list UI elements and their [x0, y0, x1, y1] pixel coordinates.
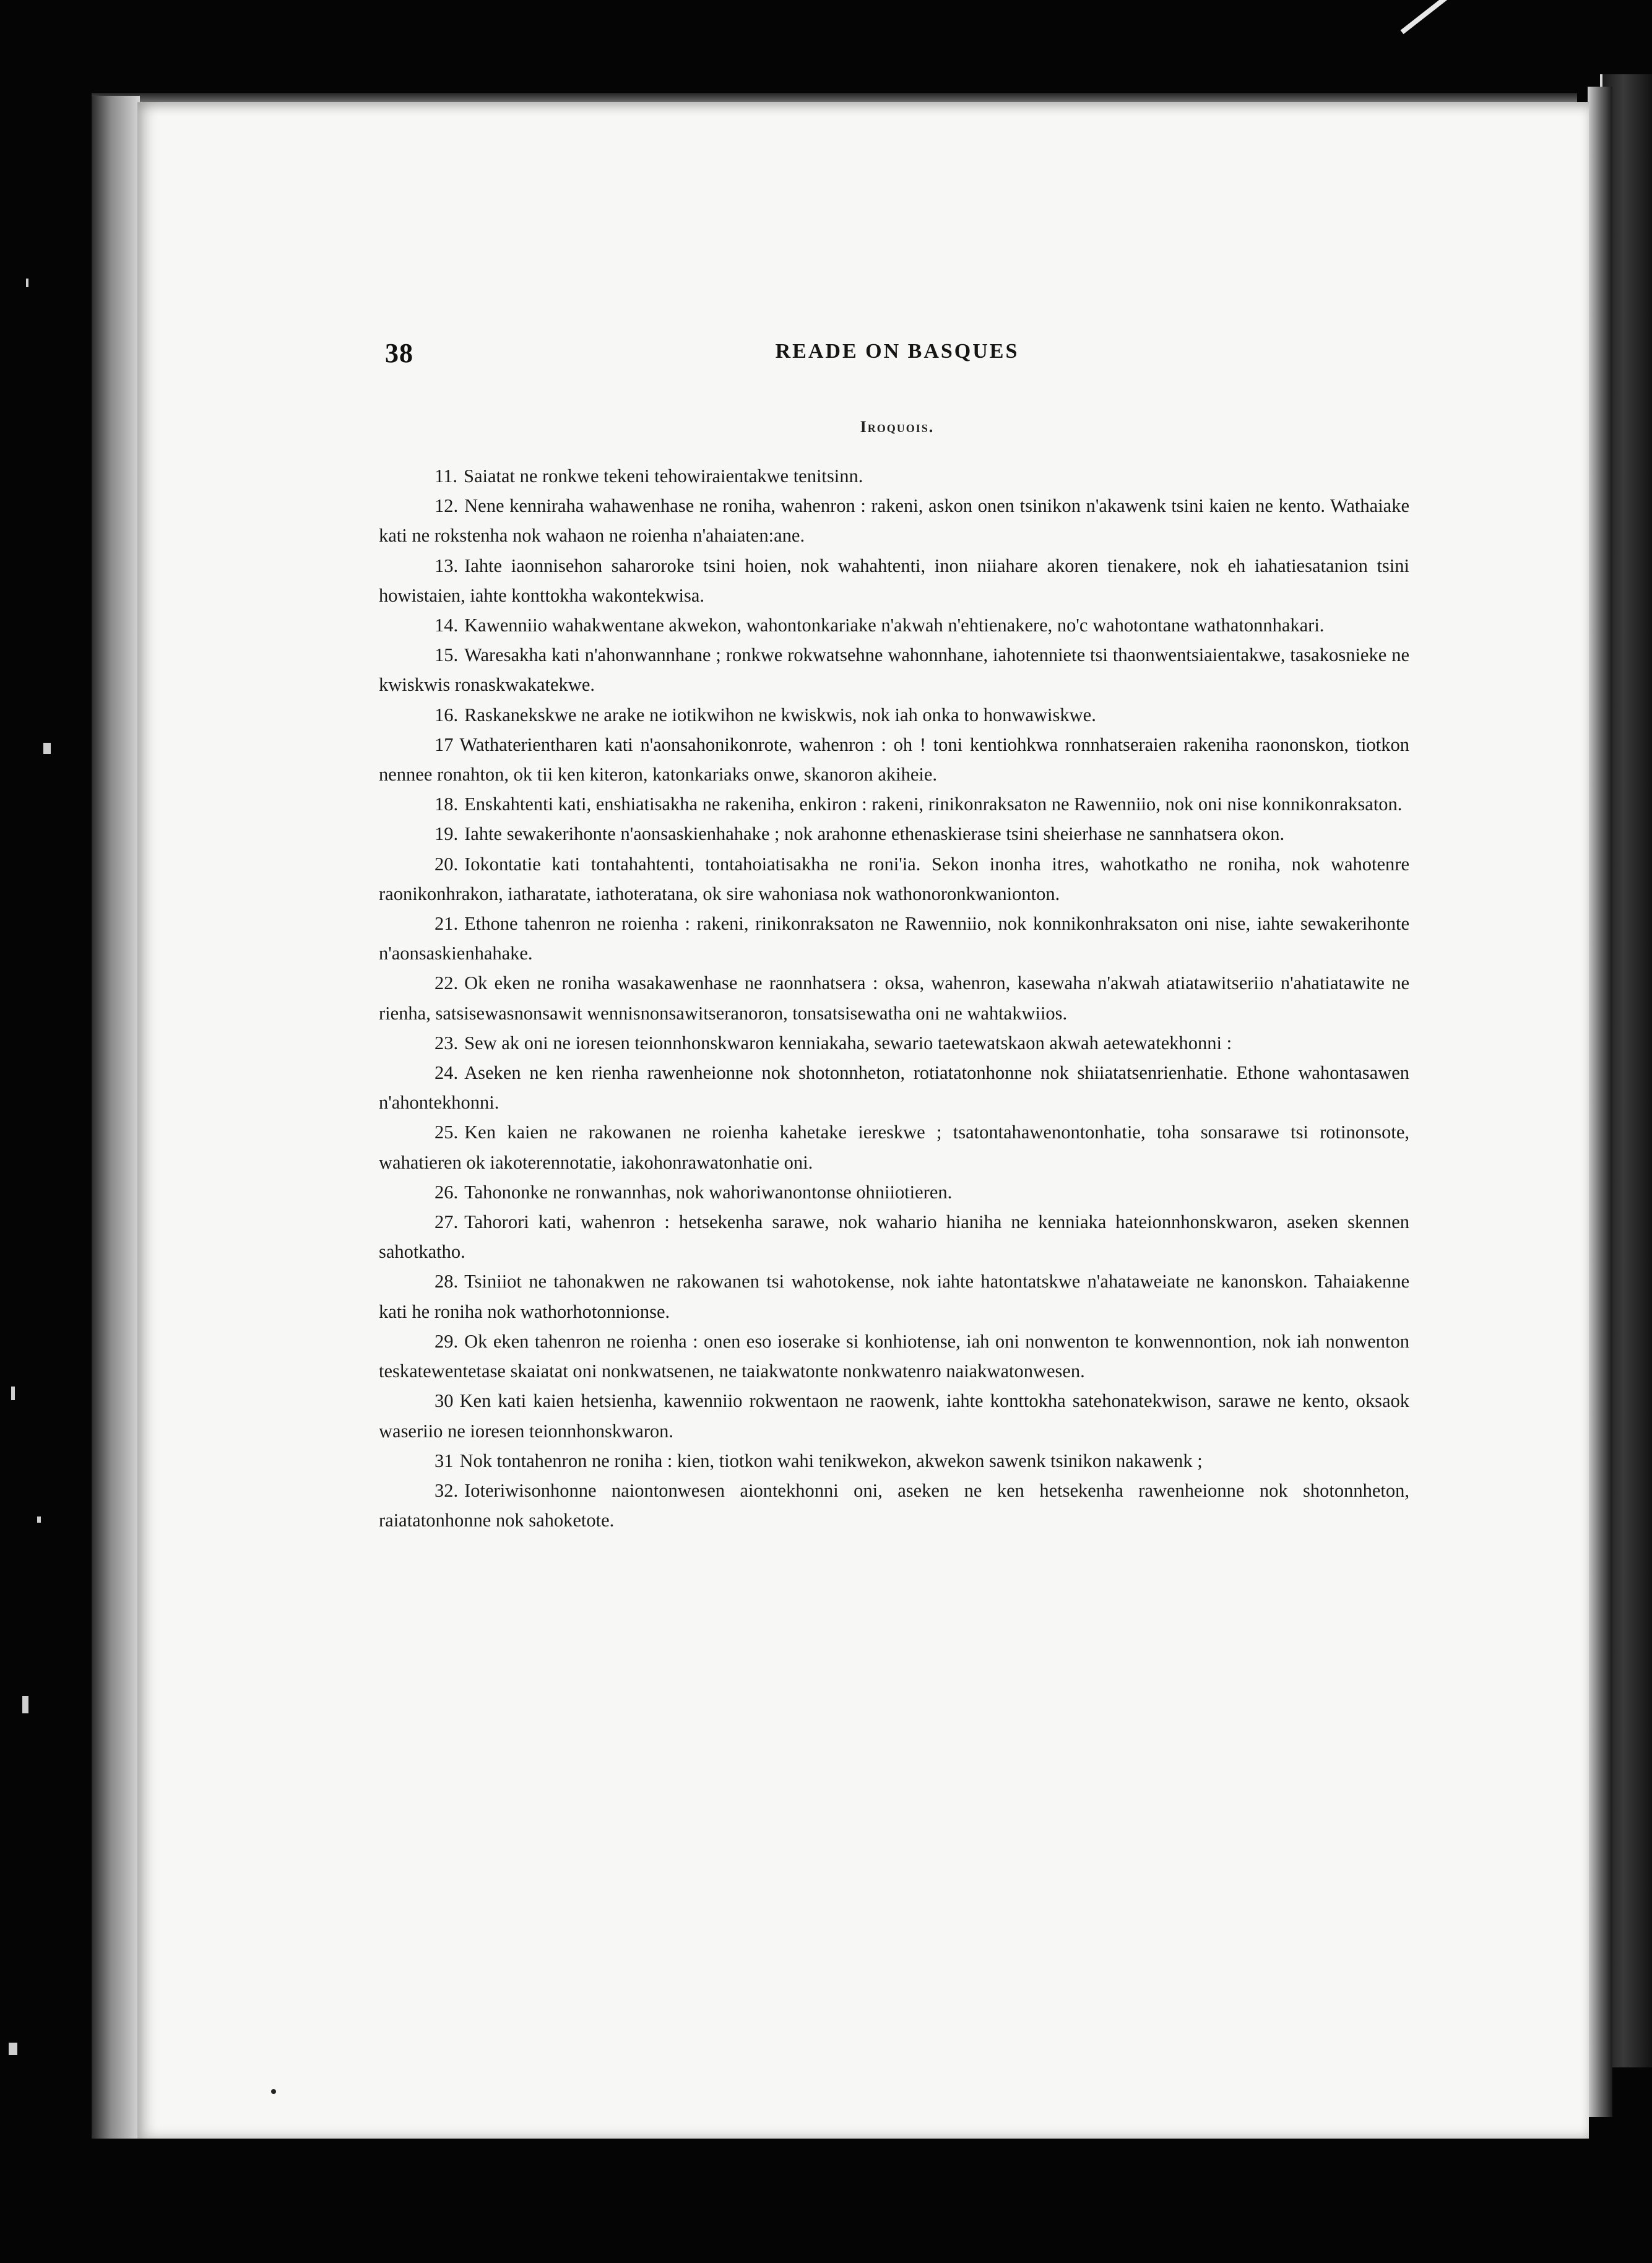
paragraph-text: Ken kaien ne rakowanen ne roienha kahetake iereskwe ; tsatontahawenontonhatie, toha sonsarawe tsi rotinonsote, wahatieren ok iakoterennotatie, iakohonrawatonhatie oni. — [379, 1122, 1409, 1173]
paragraph-number: 22. — [435, 972, 459, 994]
paragraph-number: 12. — [435, 495, 459, 517]
paragraph — [379, 1266, 1409, 1326]
paragraph-number: 13. — [435, 555, 459, 576]
paragraph — [379, 491, 1409, 550]
page-number: 38 — [385, 338, 413, 368]
film-speck — [9, 2043, 17, 2055]
paragraph — [379, 461, 1409, 491]
paragraph — [379, 968, 1409, 1028]
paragraph — [379, 819, 1409, 849]
paragraph-number: 31 — [435, 1450, 454, 1471]
page-stack-left-edge — [92, 96, 140, 2139]
paragraph-text: Wathaterientharen kati n'aonsahonikonrote, wahenron : oh ! toni kentiohkwa ronnhatseraien rakeniha raononskon, tiotkon nennee ronahton, ok tii ken kiteron, katonkariaks onwe, skanoron akiheie. — [379, 733, 1409, 785]
paragraph — [379, 789, 1409, 819]
paragraph-text: Saiatat ne ronkwe tekeni tehowiraientakwe tenitsinn. — [464, 465, 863, 487]
paragraph-number: 20. — [435, 853, 459, 875]
paragraph-number: 15. — [435, 644, 459, 666]
paragraph-number: 29. — [435, 1330, 459, 1352]
paragraph-number: 24. — [435, 1062, 459, 1084]
paragraph — [379, 1207, 1409, 1266]
paragraph — [379, 849, 1409, 909]
paragraph — [379, 610, 1409, 640]
paragraph-text: Sew ak oni ne ioresen teionnhonskwaron kenniakaha, sewario taetewatskaon akwah aetewatekhonni : — [464, 1032, 1232, 1054]
paragraph — [379, 1117, 1409, 1177]
section-title: Iroquois. — [860, 418, 935, 436]
film-speck — [26, 279, 28, 287]
paragraph-text: Ken kati kaien hetsienha, kawenniio rokwentaon ne raowenk, iahte konttokha satehonatekwison, sarawe ne kento, oksaok waseriio ne ioresen teionnhonskwaron. — [379, 1390, 1409, 1442]
paragraph-number: 14. — [435, 615, 459, 636]
paragraph-number: 21. — [435, 913, 459, 935]
paragraph — [379, 1177, 1409, 1207]
paragraph-number: 18. — [435, 794, 459, 815]
body-text — [379, 461, 1409, 1535]
paragraph-number: 27. — [435, 1211, 459, 1233]
paragraph-text: Ok eken tahenron ne roienha : onen eso ioserake si konhiotense, iah oni nonwenton te konwennontion, nok iah nonwenton teskatewentetase skaiatat oni nonkwatsenen, ne taiakwatonte nonkwatenro naiakwatonwesen. — [379, 1330, 1409, 1382]
paragraph — [379, 700, 1409, 730]
page-speck — [271, 2089, 276, 2094]
film-speck — [43, 743, 51, 754]
paragraph-text: Raskanekskwe ne arake ne iotikwihon ne kwiskwis, nok iah onka to honwawiskwe. — [464, 704, 1096, 725]
film-speck — [37, 1517, 41, 1523]
paragraph-text: Iokontatie kati tontahahtenti, tontahoiatisakha ne roni'ia. Sekon inonha itres, wahotkatho ne roniha, nok wahotenre raonikonhrakon, iatharatate, iathoteratana, ok sire wahoniasa nok wathonoronkwanionton. — [379, 853, 1409, 904]
paragraph — [379, 730, 1409, 789]
paragraph — [379, 1028, 1409, 1058]
paragraph — [379, 1058, 1409, 1117]
paragraph-text: Ok eken ne roniha wasakawenhase ne raonnhatsera : oksa, wahenron, kasewaha n'akwah atiatawitseriio n'ahatiatawite ne rienha, satsisewasnonsawit wennisnonsawitseranoron, tonsatsisewatha oni ne wahtakwiios. — [379, 972, 1409, 1024]
paragraph-number: 11. — [435, 465, 457, 487]
paragraph-number: 30 — [435, 1390, 454, 1412]
paragraph-number: 16. — [435, 704, 459, 725]
paragraph — [379, 1446, 1409, 1476]
paragraph-number: 23. — [435, 1032, 459, 1054]
paragraph-text: Nok tontahenron ne roniha : kien, tiotkon wahi tenikwekon, akwekon sawenk tsinikon nakawenk ; — [459, 1450, 1203, 1471]
paragraph-text: Aseken ne ken rienha rawenheionne nok shotonnheton, rotiatatonhonne nok shiiatatsenrienhatie. Ethone wahontasawen n'ahontekhonni. — [379, 1062, 1409, 1114]
paragraph-text: Kawenniio wahakwentane akwekon, wahontonkariake n'akwah n'ehtienakere, no'c wahotontane wathatonnhakari. — [464, 615, 1325, 636]
paragraph — [379, 1386, 1409, 1445]
paragraph — [379, 640, 1409, 699]
paragraph-number: 19. — [435, 823, 459, 845]
paragraph — [379, 1476, 1409, 1535]
film-speck — [22, 1696, 28, 1713]
page-header — [385, 337, 1409, 374]
running-title: READE ON BASQUES — [775, 340, 1019, 363]
paragraph-number: 17 — [435, 733, 454, 755]
page-right-edge — [1588, 87, 1612, 2117]
paragraph-number: 32. — [435, 1479, 459, 1501]
paragraph-text: Iahte sewakerihonte n'aonsaskienhahake ; nok arahonne ethenaskierase tsini sheierhase ne sannhatsera okon. — [464, 823, 1285, 845]
paragraph-number: 25. — [435, 1122, 459, 1143]
paragraph-text: Tahononke ne ronwannhas, nok wahoriwanontonse ohniiotieren. — [464, 1181, 953, 1203]
paragraph-text: Ethone tahenron ne roienha : rakeni, rinikonraksaton ne Rawenniio, nok konnikonhraksaton oni nise, iahte sewakerihonte n'aonsaskienhahake. — [379, 913, 1409, 964]
paragraph-text: Ioteriwisonhonne naiontonwesen aiontekhonni oni, aseken ne ken hetsekenha rawenheionne nok shotonnheton, raiatatonhonne nok sahoketote. — [379, 1479, 1409, 1531]
film-speck — [11, 1387, 15, 1400]
paragraph-text: Nene kenniraha wahawenhase ne roniha, wahenron : rakeni, askon onen tsinikon n'akawenk tsini kaien ne kento. Wathaiake kati ne rokstenha nok wahaon ne roienha n'ahaiaten:ane. — [379, 495, 1409, 547]
paragraph-text: Enskahtenti kati, enshiatisakha ne rakeniha, enkiron : rakeni, rinikonraksaton ne Rawenniio, nok oni nise konnikonraksaton. — [464, 794, 1403, 815]
paragraph — [379, 551, 1409, 610]
paragraph-number: 26. — [435, 1181, 459, 1203]
paragraph-number: 28. — [435, 1271, 459, 1292]
paragraph-text: Iahte iaonnisehon saharoroke tsini hoien, nok wahahtenti, inon niiahare akoren tienakere, nok eh iahatiesatanion tsini howistaien, iahte konttokha wakontekwisa. — [379, 555, 1409, 606]
paragraph-text: Tahorori kati, wahenron : hetsekenha sarawe, nok wahario hianiha ne kenniaka hateionnhonskwaron, aseken skennen sahotkatho. — [379, 1211, 1409, 1263]
paragraph — [379, 1326, 1409, 1386]
paragraph-text: Tsiniiot ne tahonakwen ne rakowanen tsi wahotokense, nok iahte hatontatskwe n'ahataweiate ne kanonskon. Tahaiakenne kati he roniha nok wathorhotonnionse. — [379, 1271, 1409, 1322]
paragraph-text: Waresakha kati n'ahonwannhane ; ronkwe rokwatsehne wahonnhane, iahotenniete tsi thaonwentsiaientakwe, tasakosnieke ne kwiskwis ronaskwakatekwe. — [379, 644, 1409, 696]
paragraph — [379, 909, 1409, 968]
